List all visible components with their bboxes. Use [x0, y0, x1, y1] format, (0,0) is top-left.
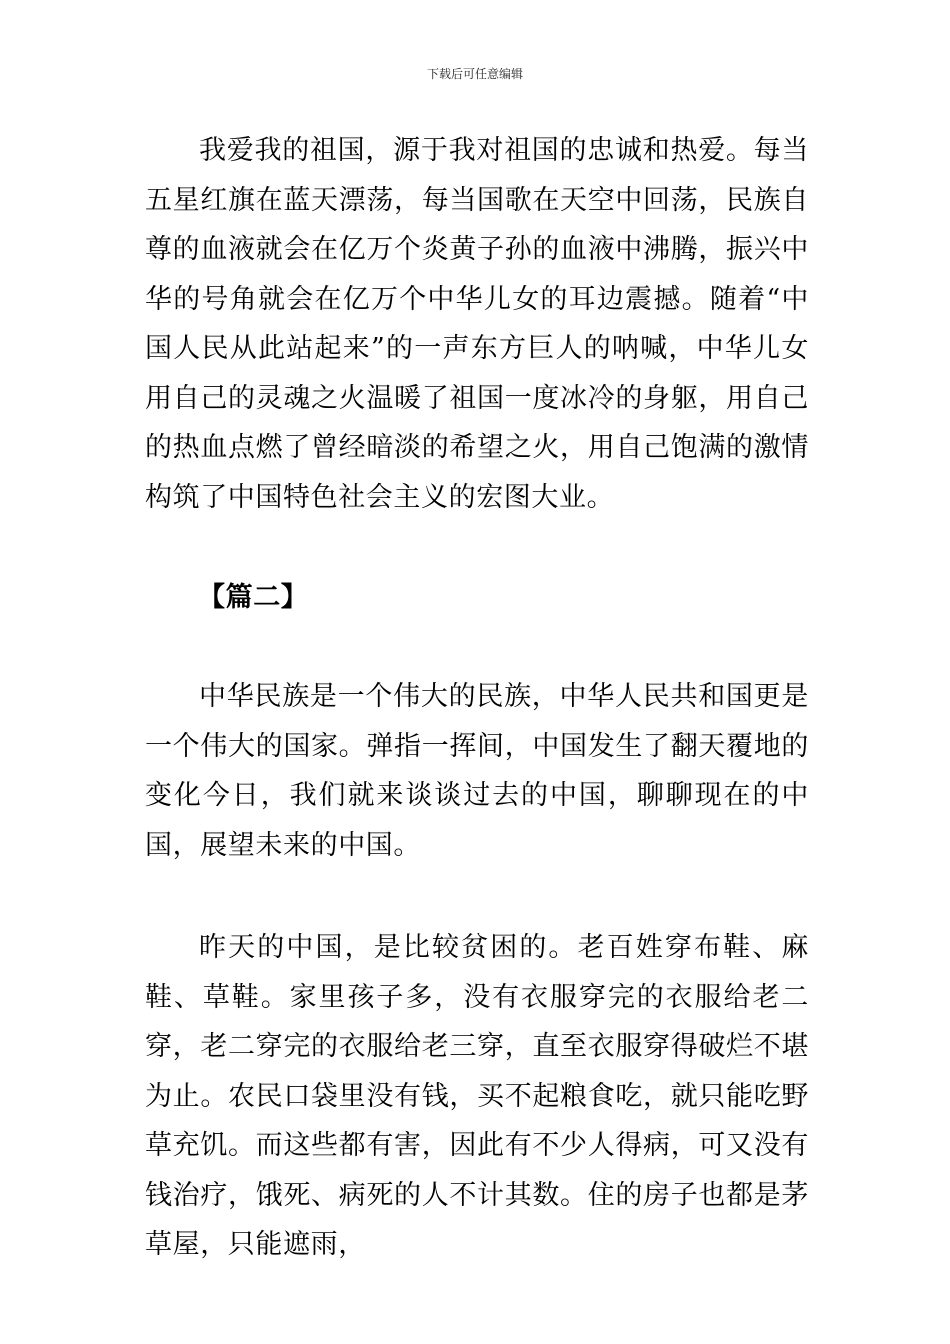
section-heading: 【篇二】 [198, 582, 309, 613]
paragraph-2: 中华民族是一个伟大的民族，中华人民共和国更是一个伟大的国家。弹指一挥间，中国发生了翻天覆地的变化今日，我们就来谈谈过去的中国，聊聊现在的中国，展望未来的中国。 [145, 681, 809, 861]
paragraph-3: 昨天的中国，是比较贫困的。老百姓穿布鞋、麻鞋、草鞋。家里孩子多，没有衣服穿完的衣服给老二穿，老二穿完的衣服给老三穿，直至衣服穿得破烂不堪为止。农民口袋里没有钱，买不起粮食吃，就只能吃野草充饥。而这些都有害，因此有不少人得病，可又没有钱治疗，饿死、病死的人不计其数。住的房子也都是茅草屋，只能遮雨， [145, 932, 809, 1260]
paragraph-1: 我爱我的祖国，源于我对祖国的忠诚和热爱。每当五星红旗在蓝天漂荡，每当国歌在天空中回荡，民族自尊的血液就会在亿万个炎黄子孙的血液中沸腾，振兴中华的号角就会在亿万个中华儿女的耳边震撼。随着“中国人民从此站起来”的一声东方巨人的呐喊，中华儿女用自己的灵魂之火温暖了祖国一度冰冷的身躯，用自己的热血点燃了曾经暗淡的希望之火，用自己饱满的激情构筑了中国特色社会主义的宏图大业。 [145, 135, 809, 513]
header-note: 下载后可任意编辑 [426, 67, 523, 81]
